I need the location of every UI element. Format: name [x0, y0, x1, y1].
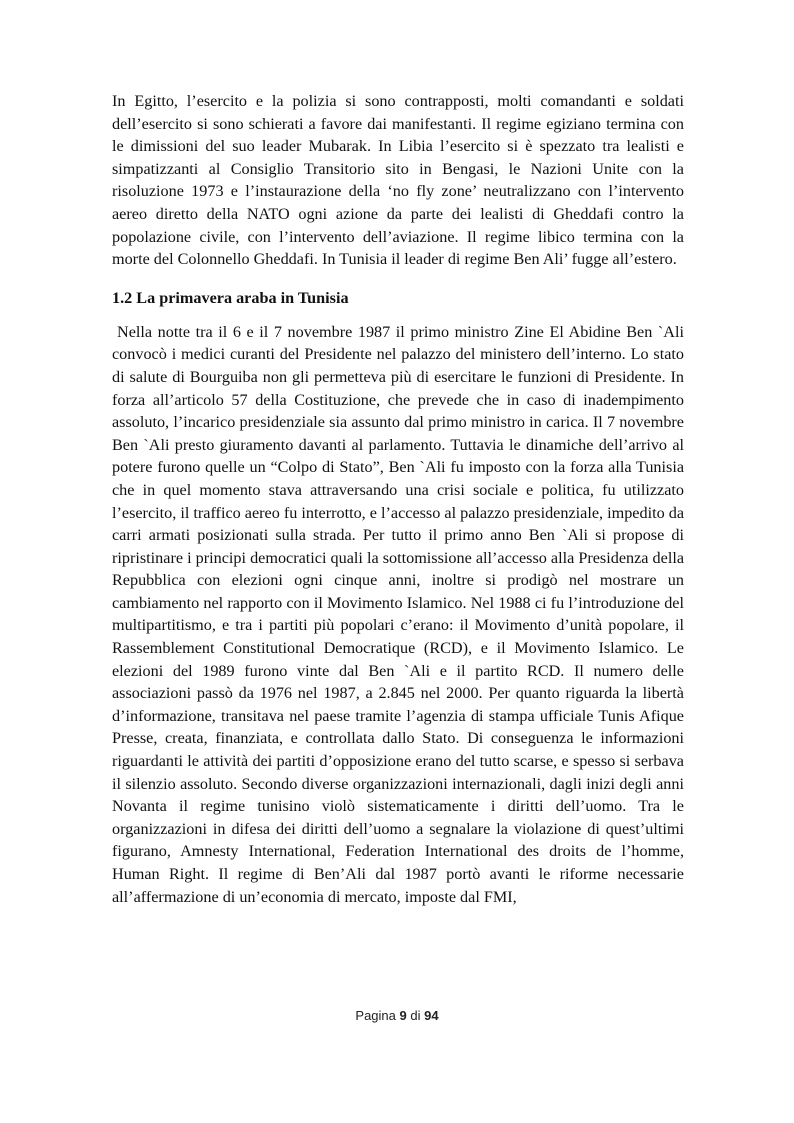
page-footer	[0, 1008, 794, 1023]
section-heading: 1.2 La primavera araba in Tunisia	[112, 288, 349, 307]
footer-label: Pagina	[355, 1008, 396, 1023]
intro-paragraph: In Egitto, l’esercito e la polizia si sono contrapposti, molti comandanti e soldati dell’esercito si sono schierati a favore dai manifestanti. Il regime egiziano termina con le dimissioni del suo leader Mubarak. In Libia l’esercito si è spezzato tra lealisti e simpatizzanti al Consiglio Transitorio sito in Bengasi, le Nazioni Unite con la risoluzione 1973 e l’instaurazione della ‘no fly zone’ neutralizzano con l’intervento aereo diretto della NATO ogni azione da parte dei lealisti di Gheddafi contro la popolazione civile, con l’intervento dell’aviazione. Il regime libico termina con la morte del Colonnello Gheddafi. In Tunisia il leader di regime Ben Ali’ fugge all’estero.	[112, 92, 684, 269]
body-paragraph: Nella notte tra il 6 e il 7 novembre 1987 il primo ministro Zine El Abidine Ben `Ali convocò i medici curanti del Presidente nel palazzo del ministero dell’interno. Lo stato di salute di Bourguiba non gli permetteva più di esercitare le funzioni di Presidente. In forza all’articolo 57 della Costituzione, che prevede che in caso di inadempimento assoluto, l’incarico presidenziale sia assunto dal primo ministro in carica. Il 7 novembre Ben `Ali presto giuramento davanti al parlamento. Tuttavia le dinamiche dell’arrivo al potere furono quelle un “Colpo di Stato”, Ben `Ali fu imposto con la forza alla Tunisia che in quel momento stava attraversando una crisi sociale e politica, fu utilizzato l’esercito, il traffico aereo fu interrotto, e l’accesso al palazzo presidenziale, impedito da carri armati posizionati sulla strada. Per tutto il primo anno Ben `Ali si propose di ripristinare i principi democratici quali la sottomissione all’accesso alla Presidenza della Repubblica con elezioni ogni cinque anni, inoltre si prodigò nel mostrare un cambiamento nel rapporto con il Movimento Islamico. Nel 1988 ci fu l’introduzione del multipartitismo, e tra i partiti più popolari c’erano: il Movimento d’unità popolare, il Rassemblement Constitutional Democratique (RCD), e il Movimento Islamico. Le elezioni del 1989 furono vinte dal Ben `Ali e il partito RCD. Il numero delle associazioni passò da 1976 nel 1987, a 2.845 nel 2000. Per quanto riguarda la libertà d’informazione, transitava nel paese tramite l’agenzia di stampa ufficiale Tunis Afique Presse, creata, finanziata, e controllata dallo Stato. Di conseguenza le informazioni riguardanti le attività dei partiti d’opposizione erano del tutto scarse, e spesso si serbava il silenzio assoluto. Secondo diverse organizzazioni internazionali, dagli inizi degli anni Novanta il regime tunisino violò sistematicamente i diritti dell’uomo. Tra le organizzazioni in difesa dei diritti dell’uomo a segnalare la violazione di quest’ultimi figurano, Amnesty International, Federation International des droits de l’homme, Human Right. Il regime di Ben’Ali dal 1987 portò avanti le riforme necessarie all’affermazione di un’economia di mercato, imposte dal FMI,	[112, 322, 684, 906]
footer-separator: di	[410, 1008, 421, 1023]
footer-current-page: 9	[399, 1008, 407, 1023]
footer-total-pages: 94	[424, 1008, 439, 1023]
document-page	[112, 90, 684, 908]
